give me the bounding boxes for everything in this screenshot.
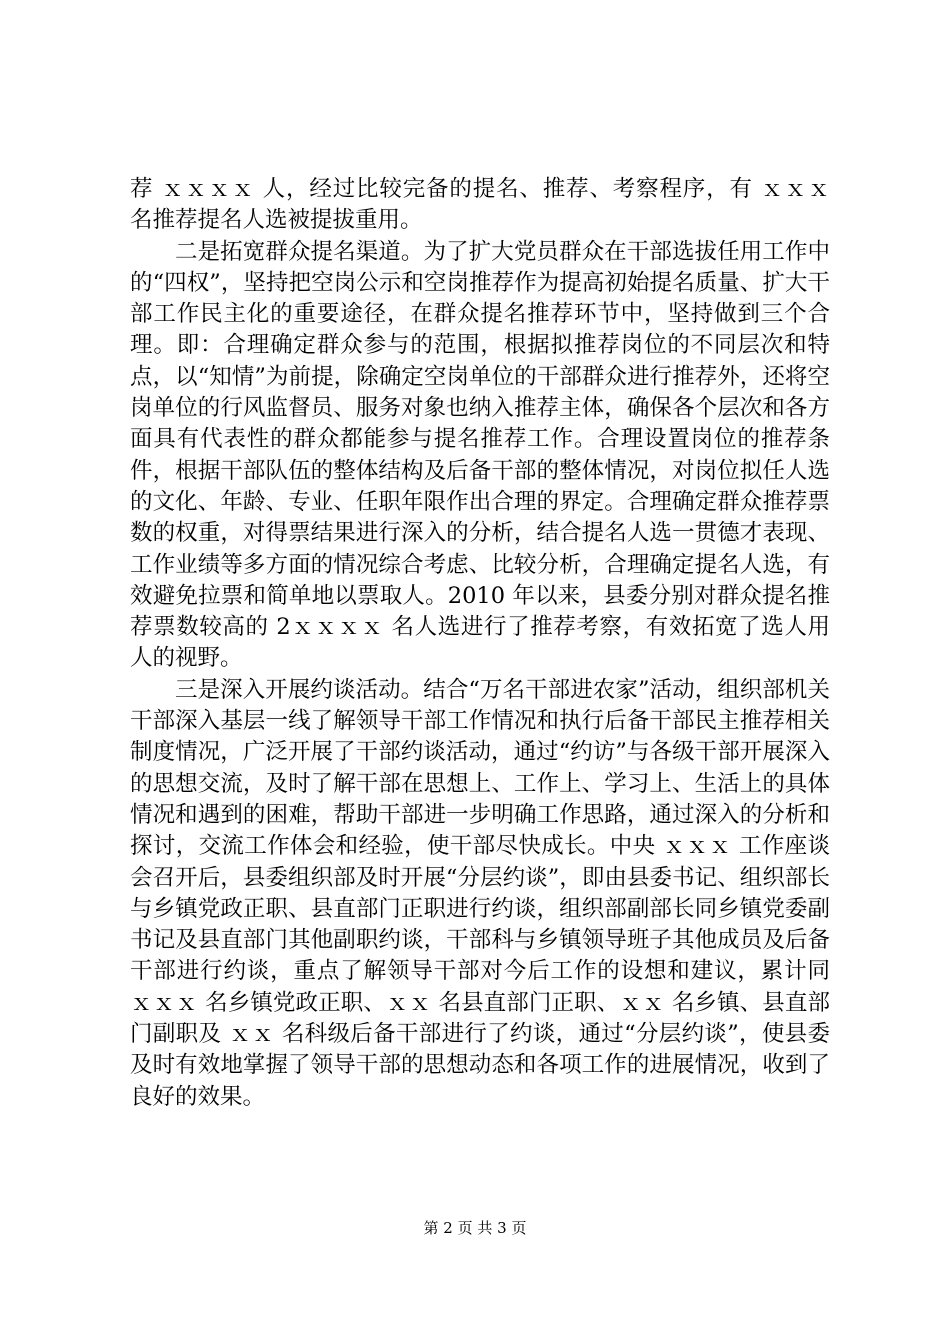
page-footer: 第 2 页 共 3 页 [423, 1219, 527, 1237]
paragraph-broaden-nomination: 二是拓宽群众提名渠道。为了扩大党员群众在干部选拔任用工作中的“四权”，坚持把空岗公示和空岗推荐作为提高初始提名质量、扩大干部工作民主化的重要途径，在群众提名推荐环节中，坚持做到三个合理。即：合理确定群众参与的范围，根据拟推荐岗位的不同层次和特点，以“知情”为前提，除确定空岗单位的干部群众进行推荐外，还将空岗单位的行风监督员、服务对象也纳入推荐主体，确保各个层次和各方面具有代表性的群众都能参与提名推荐工作。合理设置岗位的推荐条件，根据干部队伍的整体结构及后备干部的整体情况，对岗位拟任人选的文化、年龄、专业、任职年限作出合理的界定。合理确定群众推荐票数的权重，对得票结果进行深入的分析，结合提名人选一贯德才表现、工作业绩等多方面的情况综合考虑、比较分析，合理确定提名人选，有效避免拉票和简单地以票取人。2010 年以来，县委分别对群众提名推荐票数较高的 2ｘｘｘｘ 名人选进行了推荐考察，有效拓宽了选人用人的视野。 [130, 238, 830, 672]
paragraph-interview-activities: 三是深入开展约谈活动。结合“万名干部进农家”活动，组织部机关干部深入基层一线了解领导干部工作情况和执行后备干部民主推荐相关制度情况，广泛开展了干部约谈活动，通过“约访”与各级干部开展深入的思想交流，及时了解干部在思想上、工作上、学习上、生活上的具体情况和遇到的困难，帮助干部进一步明确工作思路，通过深入的分析和探讨，交流工作体会和经验，使干部尽快成长。中央 ｘｘｘ 工作座谈会召开后，县委组织部及时开展“分层约谈”，即由县委书记、组织部长与乡镇党政正职、县直部门正职进行约谈，组织部副部长同乡镇党委副书记及县直部门其他副职约谈，干部科与乡镇领导班子其他成员及后备干部进行约谈，重点了解领导干部对今后工作的设想和建议，累计同 ｘｘｘ 名乡镇党政正职、ｘｘ 名县直部门正职、ｘｘ 名乡镇、县直部门副职及 ｘｘ 名科级后备干部进行了约谈，通过“分层约谈”，使县委及时有效地掌握了领导干部的思想动态和各项工作的进展情况，收到了良好的效果。 [130, 676, 830, 1110]
paragraph-continuation: 荐 ｘｘｘｘ 人，经过比较完备的提名、推荐、考察程序，有 ｘｘｘ 名推荐提名人选被提拔重用。 [130, 176, 830, 234]
document-body [130, 174, 830, 1113]
